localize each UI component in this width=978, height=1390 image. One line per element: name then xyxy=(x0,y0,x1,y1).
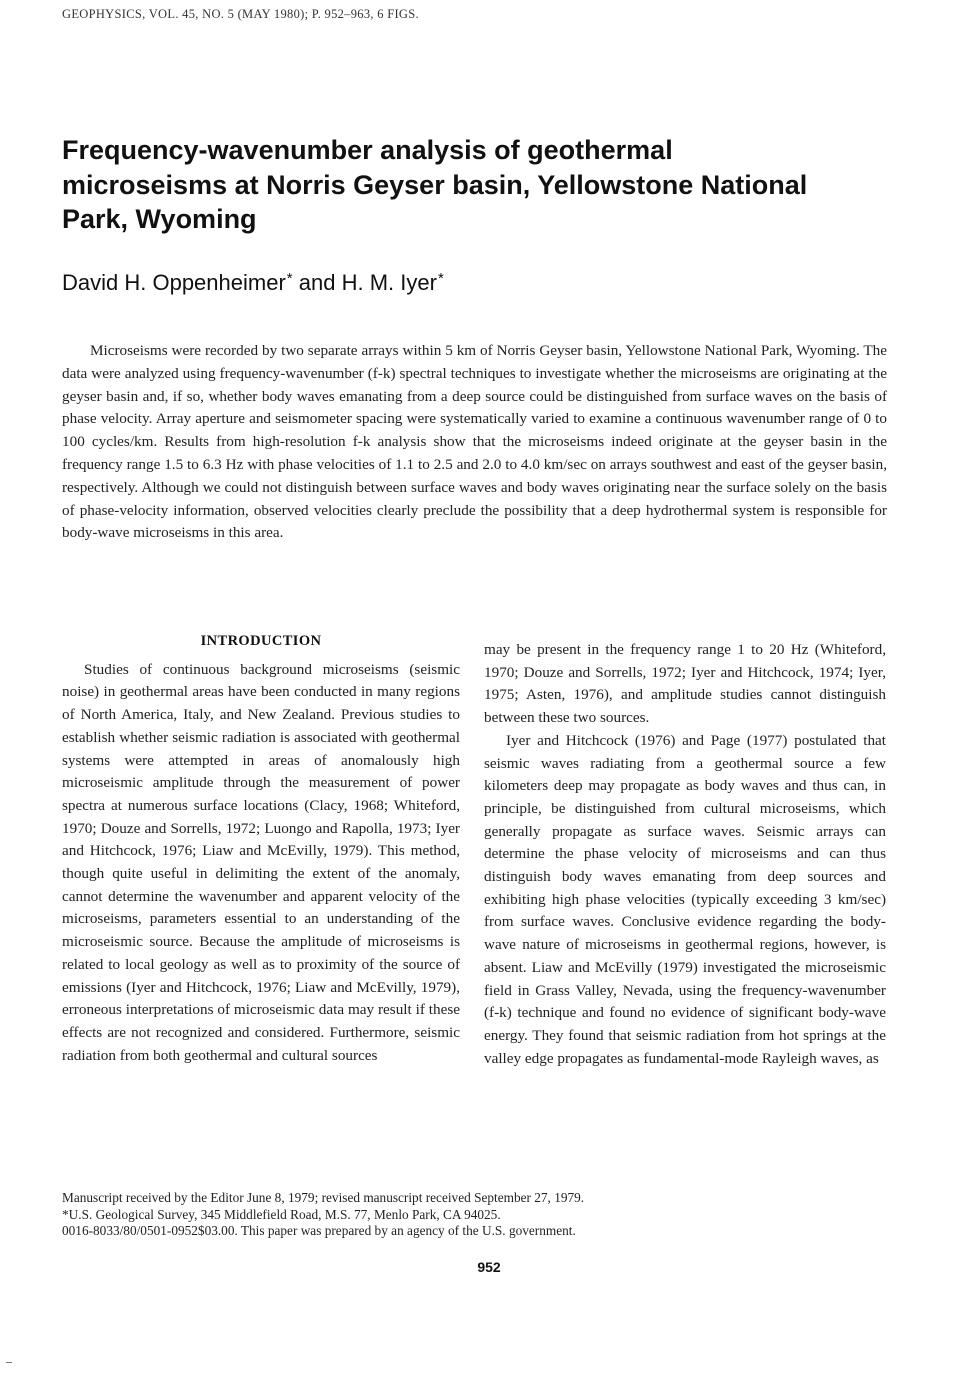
author-line xyxy=(62,270,444,296)
article-title: Frequency-wavenumber analysis of geothermal microseisms at Norris Geyser basin, Yellowstone National Park, Wyoming xyxy=(62,135,808,234)
paragraph: Studies of continuous background microseisms (seismic noise) in geothermal areas have been conducted in many regions of North America, Italy, and New Zealand. Previous studies to establish whether seismic radiation is associated with geothermal systems were attempted in areas of anomalously high microseismic amplitude through the measurement of power spectra at numerous surface locations (Clacy, 1968; Whiteford, 1970; Douze and Sorrells, 1972; Luongo and Rapolla, 1973; Iyer and Hitchcock, 1976; Liaw and McEvilly, 1979). This method, though quite useful in delimiting the extent of the anomaly, cannot determine the wavenumber and apparent velocity of the microseisms, parameters essential to an understanding of the microseismic source. Because the amplitude of microseisms is related to local geology as well as to proximity of the source of emissions (Iyer and Hitchcock, 1976; Liaw and McEvilly, 1979), erroneous interpretations of microseismic data may result if these effects are not recognized and considered. Furthermore, seismic radiation from both geothermal and cultural sources xyxy=(62,660,460,1064)
column-right xyxy=(484,639,886,1070)
author-second: H. M. Iyer xyxy=(341,270,437,295)
author-first: David H. Oppenheimer xyxy=(62,270,286,295)
scan-mark xyxy=(6,1362,12,1363)
abstract: Microseisms were recorded by two separate arrays within 5 km of Norris Geyser basin, Yellowstone National Park, Wyoming. The data were analyzed using frequency-wavenumber (f-k) spectral techniques to investigate whether the microseisms are originating at the geyser basin and, if so, whether body waves emanating from a deep source could be distinguished from surface waves on the basis of phase velocity. Array aperture and seismometer spacing were systematically varied to examine a continuous wavenumber range of 0 to 100 cycles/km. Results from high-resolution f-k analysis show that the microseisms indeed originate at the geyser basin in the frequency range 1.5 to 6.3 Hz with phase velocities of 1.1 to 2.5 and 2.0 to 4.0 km/sec on arrays southwest and east of the geyser basin, respectively. Although we could not distinguish between surface waves and body waves originating near the surface solely on the basis of phase-velocity information, observed velocities clearly preclude the possibility that a deep hydrothermal system is responsible for body-wave microseisms in this area. xyxy=(62,342,887,542)
paragraph: may be present in the frequency range 1 to 20 Hz (Whiteford, 1970; Douze and Sorrells, 1972; Iyer and Hitchcock, 1974; Iyer, 1975; Asten, 1976), and amplitude studies cannot distinguish between these two sources. xyxy=(484,641,886,727)
section-heading-introduction: INTRODUCTION xyxy=(200,633,322,649)
footnotes xyxy=(62,1190,902,1240)
author-second-affiliation-mark: * xyxy=(437,270,444,287)
author-first-affiliation-mark: * xyxy=(286,270,293,287)
footnote-copyright: 0016-8033/80/0501-0952$03.00. This paper was prepared by an agency of the U.S. government. xyxy=(62,1223,576,1238)
paragraph: Iyer and Hitchcock (1976) and Page (1977) postulated that seismic waves radiating from a geothermal source a few kilometers deep may propagate as body waves and thus can, in principle, be distinguished from cultural microseisms, which generally propagate as surface waves. Seismic arrays can determine the phase velocity of microseisms and can thus distinguish body waves emanating from deep sources and exhibiting high phase velocities (typically exceeding 3 km/sec) from surface waves. Conclusive evidence regarding the body-wave nature of microseisms in geothermal regions, however, is absent. Liaw and McEvilly (1979) investigated the microseismic field in Grass Valley, Nevada, using the frequency-wavenumber (f-k) technique and found no evidence of significant body-wave energy. They found that seismic radiation from hot springs at the valley edge propagates as fundamental-mode Rayleigh waves, as xyxy=(484,731,886,1067)
footnote-manuscript: Manuscript received by the Editor June 8, 1979; revised manuscript received September 27, 1979. xyxy=(62,1190,585,1205)
footnote-affiliation: *U.S. Geological Survey, 345 Middlefield Road, M.S. 77, Menlo Park, CA 94025. xyxy=(62,1206,501,1222)
running-head: GEOPHYSICS, VOL. 45, NO. 5 (MAY 1980); P. 952–963, 6 FIGS. xyxy=(62,7,419,21)
column-left xyxy=(62,630,460,1067)
author-connector: and xyxy=(298,270,336,295)
page-number: 952 xyxy=(477,1259,501,1275)
